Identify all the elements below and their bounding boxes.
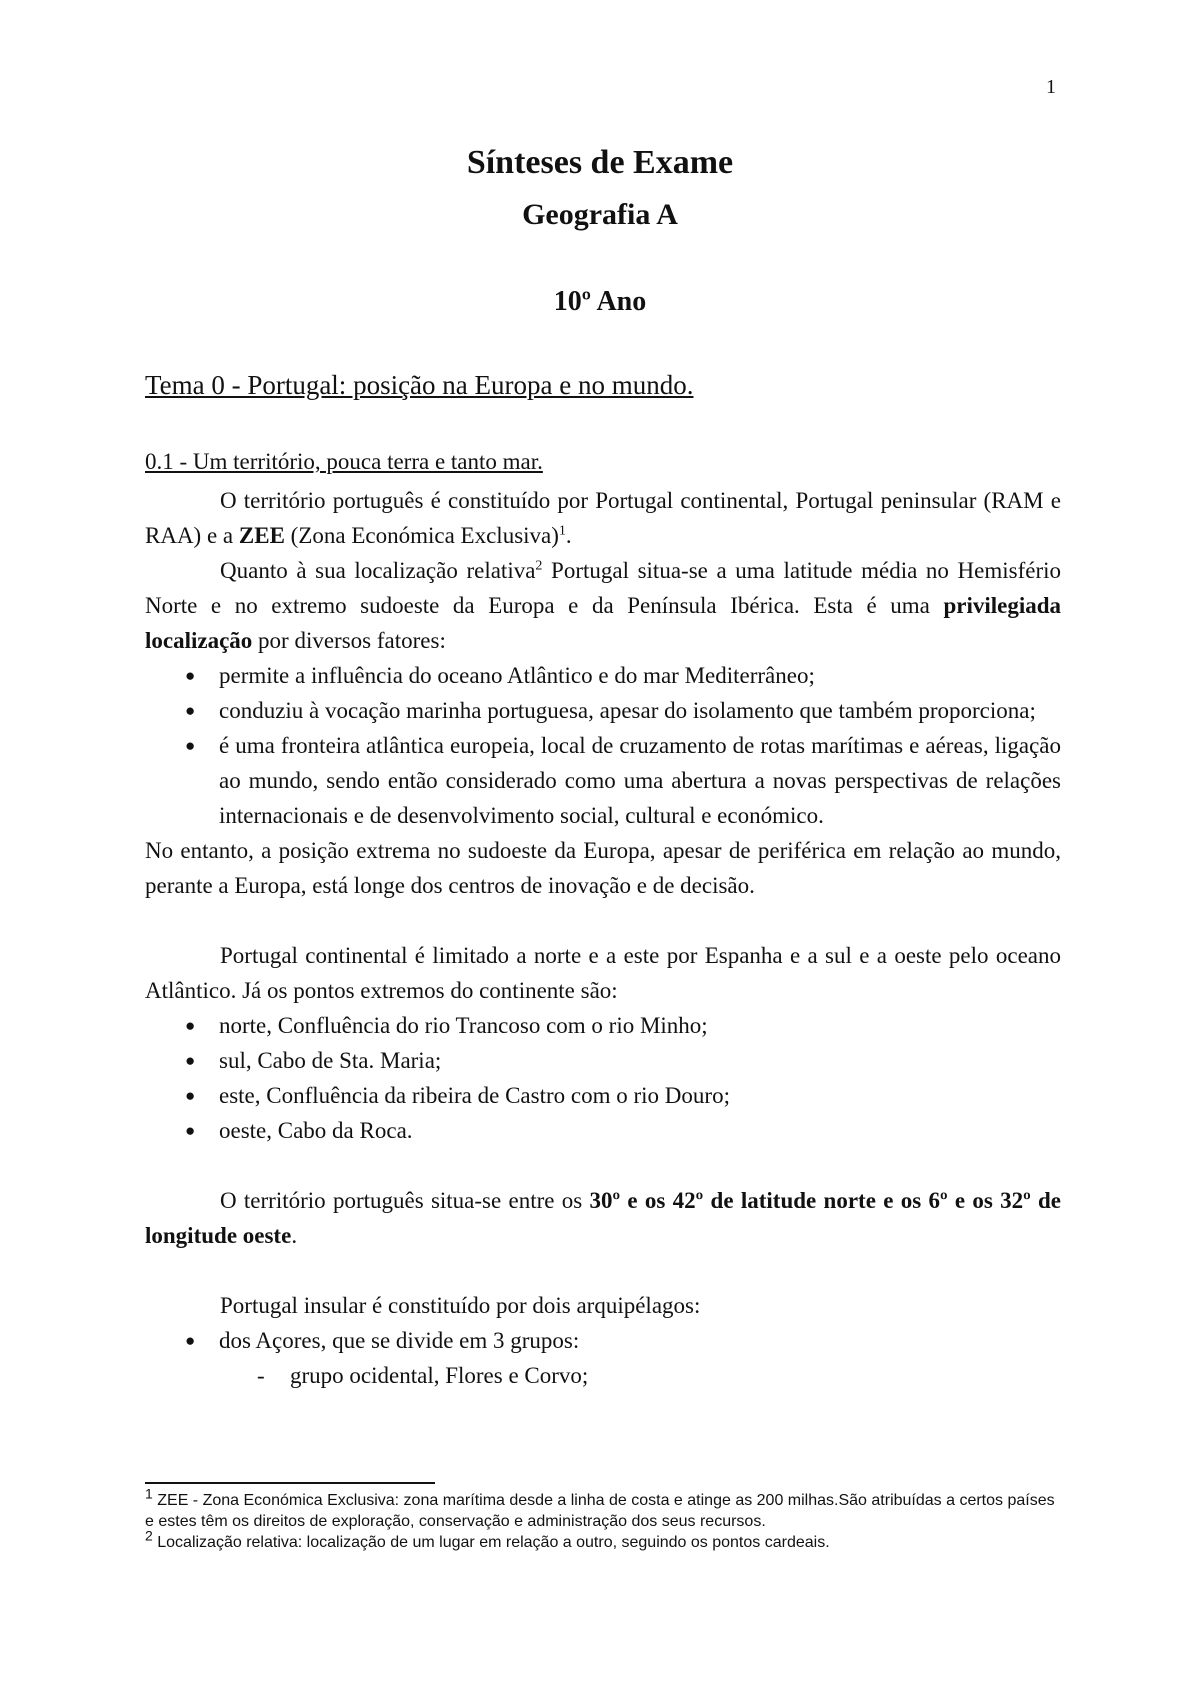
paragraph-relative-location xyxy=(145,553,1061,658)
paragraph-insular: Portugal insular é constituído por dois arquipélagos: xyxy=(220,1293,701,1318)
paragraph-borders: Portugal continental é limitado a norte e a este por Espanha e a sul e a oeste pelo oceano Atlântico. Já os pontos extremos do continente são: xyxy=(145,943,1061,1003)
list-item: ● oeste, Cabo da Roca. xyxy=(145,1113,1061,1148)
footnote-2 xyxy=(145,1527,1065,1553)
footnote-1 xyxy=(145,1485,1065,1532)
paragraph-text: (Zona Económica Exclusiva) xyxy=(284,523,559,548)
paragraph-text: por diversos fatores: xyxy=(252,628,446,653)
zee-term: ZEE xyxy=(238,523,285,548)
school-year: 10º Ano xyxy=(553,286,647,317)
section-heading: 0.1 - Um território, pouca terra e tanto mar. xyxy=(145,449,543,474)
list-item: ● conduziu à vocação marinha portuguesa, apesar do isolamento que também proporciona; xyxy=(145,693,1061,728)
footnote-number: 2 xyxy=(145,1527,153,1544)
coordinates-term: 30º e os 42º de latitude norte e os 6º e os 32º de longitude oeste xyxy=(145,1188,1061,1248)
footnote-number: 1 xyxy=(145,1485,153,1502)
paragraph-text: Quanto à sua localização relativa xyxy=(220,558,536,583)
list-item: ● permite a influência do oceano Atlântico e do mar Mediterrâneo; xyxy=(145,658,1061,693)
list-item: ● este, Confluência da ribeira de Castro com o rio Douro; xyxy=(145,1078,1061,1113)
section-body xyxy=(145,483,1061,1393)
extreme-points-list xyxy=(145,1008,1061,1148)
footnote-ref-2: 2 xyxy=(535,558,543,574)
list-item: - grupo ocidental, Flores e Corvo; xyxy=(145,1358,1061,1393)
privileged-location-term: privilegiada localização xyxy=(145,593,1061,653)
azores-groups-list xyxy=(145,1358,1061,1393)
list-item: ● dos Açores, que se divide em 3 grupos: xyxy=(145,1323,1061,1358)
list-item: ● norte, Confluência do rio Trancoso com o rio Minho; xyxy=(145,1008,1061,1043)
footnote-separator xyxy=(145,1482,435,1484)
paragraph-coordinates xyxy=(145,1183,1061,1253)
document-subtitle: Geografia A xyxy=(522,198,678,231)
page-number: 1 xyxy=(1046,76,1056,98)
list-item: ● sul, Cabo de Sta. Maria; xyxy=(145,1043,1061,1078)
factors-list xyxy=(145,658,1061,833)
paragraph-text: O território português é constituído por Portugal continental, Portugal peninsular (RAM e RAA) e a xyxy=(145,488,1061,548)
theme-heading: Tema 0 - Portugal: posição na Europa e no mundo. xyxy=(145,370,694,400)
paragraph-territory xyxy=(145,483,1061,553)
footnotes xyxy=(145,1485,1065,1553)
footnote-text: Localização relativa: localização de um lugar em relação a outro, seguindo os pontos cardeais. xyxy=(152,1534,830,1551)
paragraph-peripheral: No entanto, a posição extrema no sudoeste da Europa, apesar de periférica em relação ao mundo, perante a Europa, está longe dos centros de inovação e de decisão. xyxy=(145,838,1061,898)
footnote-ref-1: 1 xyxy=(558,523,566,539)
archipelagos-list xyxy=(145,1323,1061,1358)
paragraph-text: O território português situa-se entre os xyxy=(220,1188,590,1213)
document-title: Sínteses de Exame xyxy=(466,144,734,181)
paragraph-text: . xyxy=(291,1223,298,1248)
paragraph-text: . xyxy=(565,523,572,548)
footnote-text: ZEE - Zona Económica Exclusiva: zona marítima desde a linha de costa e atinge as 200 milhas.São atribuídas a certos países e estes têm os direitos de exploração, conservação e administração dos seus recursos. xyxy=(145,1492,1055,1530)
paragraph-text: Portugal situa-se a uma latitude média no Hemisfério Norte e no extremo sudoeste da Europa e da Península Ibérica. Esta é uma xyxy=(145,558,1061,618)
list-item: ● é uma fronteira atlântica europeia, local de cruzamento de rotas marítimas e aéreas, ligação ao mundo, sendo então considerado como uma abertura a novas perspectivas de relações internacionais e de desenvolvimento social, cultural e económico. xyxy=(145,728,1061,833)
